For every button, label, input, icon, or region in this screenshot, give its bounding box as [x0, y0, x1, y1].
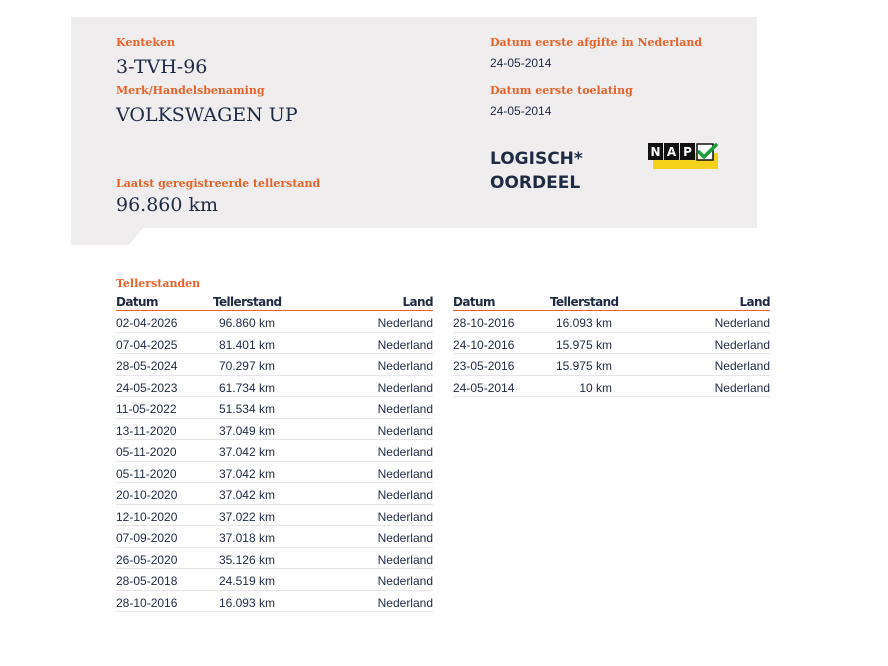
cell-land: Nederland: [377, 509, 433, 524]
cell-date: 13-11-2020: [116, 423, 177, 438]
cell-km: 37.049 km: [218, 423, 275, 438]
cell-km: 51.534 km: [218, 402, 275, 416]
cell-date: 28-05-2018: [116, 574, 178, 588]
cell-land: Nederland: [377, 595, 433, 610]
first-registration-nl-label: Datum eerste afgifte in Nederland: [490, 36, 703, 49]
cell-date: 07-09-2020: [116, 531, 178, 545]
table-header: [453, 295, 770, 311]
cell-date: 12-10-2020: [116, 509, 178, 524]
cell-date: 24-10-2016: [453, 337, 515, 352]
verdict-line-1: LOGISCH*: [490, 149, 583, 169]
table-row: [453, 376, 770, 398]
cell-km: 10 km: [579, 380, 612, 395]
cell-land: Nederland: [377, 359, 433, 373]
cell-km: 37.042 km: [218, 488, 275, 502]
cell-land: Nederland: [377, 316, 433, 330]
cell-km: 24.519 km: [218, 574, 275, 588]
cell-date: 05-11-2020: [116, 445, 177, 459]
cell-land: Nederland: [377, 337, 433, 352]
cell-km: 70.297 km: [218, 359, 275, 373]
table-row: [116, 526, 433, 548]
first-admission-label: Datum eerste toelating: [490, 84, 633, 97]
table-row: [116, 419, 433, 441]
table-header: [116, 295, 433, 311]
first-admission-value: 24-05-2014: [490, 104, 552, 118]
header-km: Tellerstand: [550, 295, 619, 309]
table-body: [453, 311, 770, 397]
cell-km: 37.042 km: [218, 466, 275, 481]
table-row: [116, 354, 433, 376]
make-value: VOLKSWAGEN UP: [116, 104, 298, 126]
cell-land: Nederland: [377, 488, 433, 502]
table-row: [116, 440, 433, 462]
odometer-label: Laatst geregistreerde tellerstand: [116, 177, 321, 190]
header-land: Land: [739, 295, 770, 309]
cell-land: Nederland: [377, 552, 433, 567]
table-row: [116, 397, 433, 419]
cell-land: Nederland: [714, 380, 770, 395]
table-row: [453, 333, 770, 355]
cell-date: 28-05-2024: [116, 359, 178, 373]
table-row: [116, 548, 433, 570]
plate-label: Kenteken: [116, 36, 176, 49]
cell-date: 26-05-2020: [116, 552, 178, 567]
verdict-line-2: OORDEEL: [490, 173, 581, 193]
cell-land: Nederland: [714, 316, 770, 330]
cell-km: 37.018 km: [218, 531, 275, 545]
table-row: [116, 462, 433, 484]
cell-date: 28-10-2016: [453, 316, 515, 330]
cell-km: 16.093 km: [218, 595, 275, 610]
cell-land: Nederland: [377, 466, 433, 481]
header-date: Datum: [116, 295, 158, 309]
cell-date: 20-10-2020: [116, 488, 178, 502]
cell-km: 15.975 km: [555, 337, 612, 352]
cell-date: 24-05-2014: [453, 380, 515, 395]
cell-km: 81.401 km: [218, 337, 275, 352]
cell-km: 96.860 km: [218, 316, 275, 330]
svg-text:A: A: [666, 145, 677, 159]
svg-text:N: N: [650, 145, 661, 159]
odometer-value: 96.860 km: [116, 194, 219, 216]
cell-km: 16.093 km: [555, 316, 612, 330]
cell-land: Nederland: [377, 423, 433, 438]
cell-date: 11-05-2022: [116, 402, 177, 416]
table-row: [116, 591, 433, 613]
make-label: Merk/Handelsbenaming: [116, 84, 265, 97]
cell-km: 37.022 km: [218, 509, 275, 524]
cell-land: Nederland: [377, 531, 433, 545]
header-date: Datum: [453, 295, 495, 309]
cell-land: Nederland: [377, 380, 433, 395]
readings-title: Tellerstanden: [116, 277, 201, 290]
nap-verdict: [490, 147, 583, 195]
cell-land: Nederland: [377, 445, 433, 459]
cell-land: Nederland: [377, 574, 433, 588]
header-km: Tellerstand: [213, 295, 282, 309]
table-row: [453, 354, 770, 376]
table-body: [116, 311, 433, 612]
table-row: [116, 311, 433, 333]
cell-date: 23-05-2016: [453, 359, 515, 373]
readings-table-left: [116, 295, 433, 612]
first-registration-nl-value: 24-05-2014: [490, 56, 552, 70]
cell-date: 05-11-2020: [116, 466, 177, 481]
nap-logo: [648, 143, 718, 169]
header-land: Land: [402, 295, 433, 309]
svg-text:P: P: [683, 145, 692, 159]
table-row: [116, 333, 433, 355]
cell-km: 37.042 km: [218, 445, 275, 459]
cell-km: 61.734 km: [218, 380, 275, 395]
cell-date: 28-10-2016: [116, 595, 178, 610]
readings-table-right: [453, 295, 770, 397]
table-row: [116, 376, 433, 398]
cell-land: Nederland: [714, 337, 770, 352]
cell-date: 24-05-2023: [116, 380, 178, 395]
cell-date: 02-04-2026: [116, 316, 178, 330]
cell-land: Nederland: [714, 359, 770, 373]
table-row: [116, 505, 433, 527]
table-row: [453, 311, 770, 333]
cell-date: 07-04-2025: [116, 337, 178, 352]
cell-land: Nederland: [377, 402, 433, 416]
table-row: [116, 569, 433, 591]
plate-value: 3-TVH-96: [116, 56, 208, 78]
table-row: [116, 483, 433, 505]
cell-km: 35.126 km: [218, 552, 275, 567]
cell-km: 15.975 km: [555, 359, 612, 373]
